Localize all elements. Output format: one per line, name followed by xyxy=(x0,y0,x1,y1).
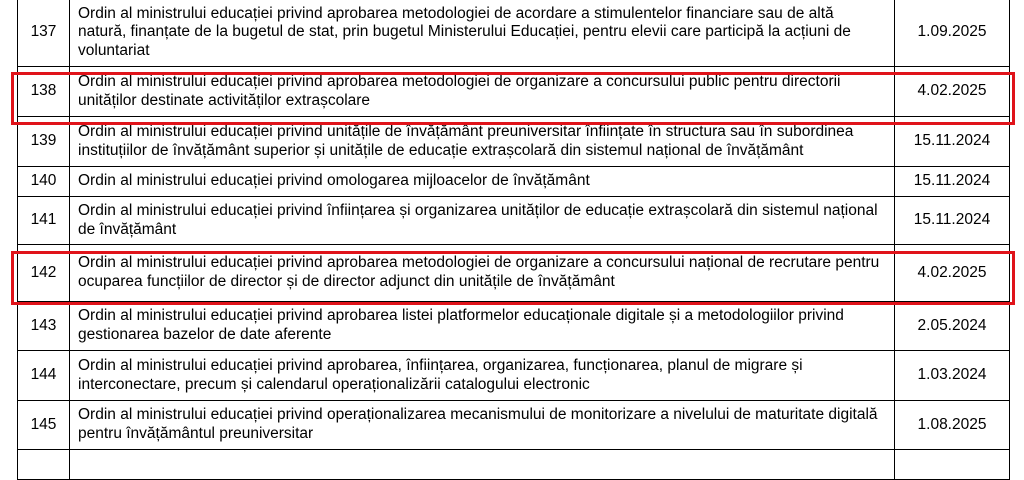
order-title: Ordin al ministrului educației privind aprobarea listei platformelor educaționale digitale și a metodologiilor privind gestionarea bazelor de date aferente xyxy=(70,302,895,351)
table-row xyxy=(18,401,1010,450)
order-date: 4.02.2025 xyxy=(895,245,1010,302)
table-row xyxy=(18,197,1010,245)
row-number: 142 xyxy=(18,245,70,302)
row-number: 140 xyxy=(18,167,70,197)
order-title: Ordin al ministrului educației privind unitățile de învățământ preuniversitar înființate în structura sau în subordinea instituțiilor de învățământ superior și unitățile de educație extrașcolară din sistemul național de învățământ xyxy=(70,117,895,167)
row-number: 145 xyxy=(18,401,70,450)
order-title: Ordin al ministrului educației privind aprobarea metodologiei de organizare a concursului național de recrutare pentru ocuparea funcțiilor de director și de director adjunct din unitățile de învățământ xyxy=(70,245,895,302)
order-date: 1.03.2024 xyxy=(895,351,1010,401)
document-table xyxy=(17,0,1010,480)
order-date: 15.11.2024 xyxy=(895,117,1010,167)
table-row xyxy=(18,67,1010,117)
order-date: 2.05.2024 xyxy=(895,302,1010,351)
row-number: 137 xyxy=(18,0,70,67)
order-date: 15.11.2024 xyxy=(895,197,1010,245)
order-title: Ordin al ministrului educației privind operaționalizarea mecanismului de monitorizare a nivelului de maturitate digitală pentru învățământul preuniversitar xyxy=(70,401,895,450)
row-number: 138 xyxy=(18,67,70,117)
table-row xyxy=(18,351,1010,401)
table-row xyxy=(18,302,1010,351)
row-number xyxy=(18,450,70,480)
order-title: Ordin al ministrului educației privind omologarea mijloacelor de învățământ xyxy=(70,167,895,197)
order-date: 1.08.2025 xyxy=(895,401,1010,450)
table-row xyxy=(18,167,1010,197)
order-title: Ordin al ministrului educației privind aprobarea metodologiei de acordare a stimulentelor financiare sau de altă natură, finanțate de la bugetul de stat, prin bugetul Ministerului Educației, pentru elevii care participă la acțiuni de voluntariat xyxy=(70,0,895,67)
row-number: 143 xyxy=(18,302,70,351)
row-number: 139 xyxy=(18,117,70,167)
order-title: Ordin al ministrului educației privind aprobarea, înființarea, organizarea, funcționarea, planul de migrare și interconectare, precum și calendarul operaționalizării catalogului electronic xyxy=(70,351,895,401)
row-number: 144 xyxy=(18,351,70,401)
table-row xyxy=(18,245,1010,302)
table-row xyxy=(18,117,1010,167)
order-title: Ordin al ministrului educației privind aprobarea metodologiei de organizare a concursului public pentru directorii unităților destinate activităților extrașcolare xyxy=(70,67,895,117)
order-date: 1.09.2025 xyxy=(895,0,1010,67)
table-row xyxy=(18,450,1010,480)
order-title xyxy=(70,450,895,480)
order-date xyxy=(895,450,1010,480)
order-date: 15.11.2024 xyxy=(895,167,1010,197)
table-row xyxy=(18,0,1010,67)
row-number: 141 xyxy=(18,197,70,245)
order-date: 4.02.2025 xyxy=(895,67,1010,117)
order-title: Ordin al ministrului educației privind înființarea și organizarea unităților de educație extrașcolară din sistemul național de învățământ xyxy=(70,197,895,245)
